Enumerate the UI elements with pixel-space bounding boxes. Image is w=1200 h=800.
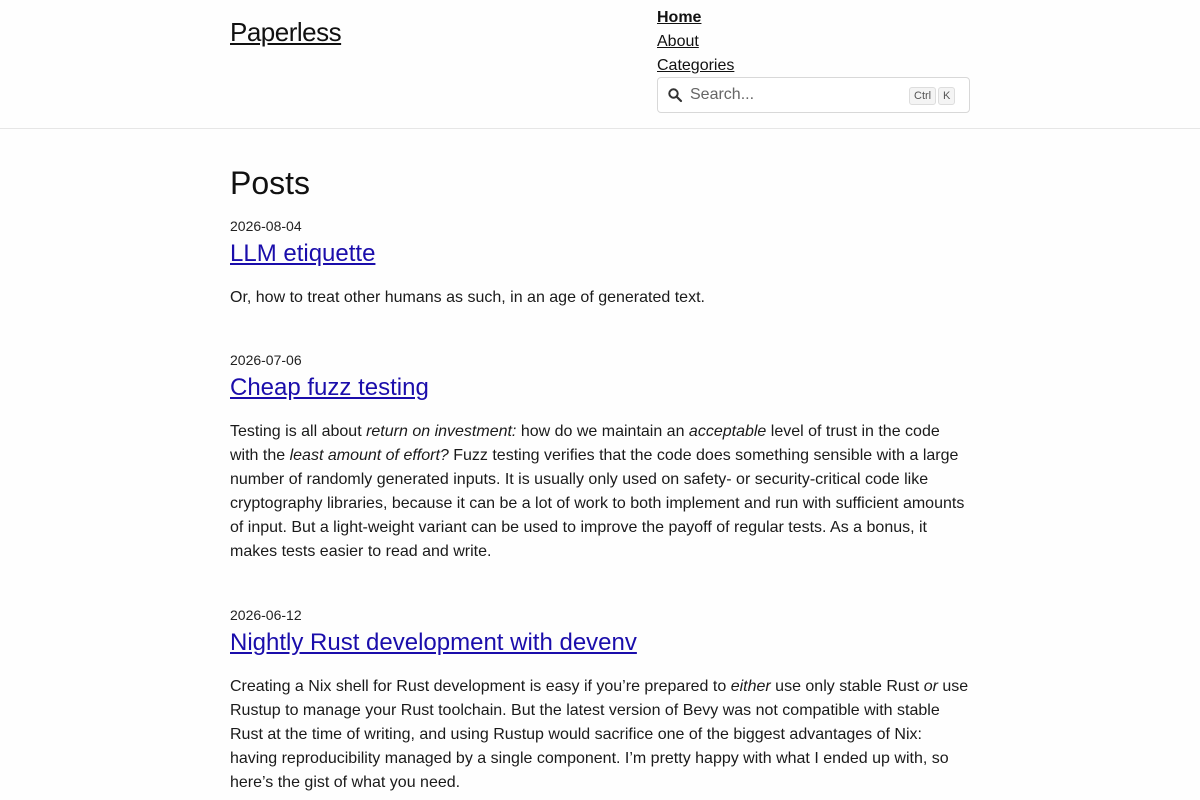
- post-item: [230, 218, 970, 310]
- post-item: [230, 352, 970, 564]
- post-summary-text: Creating a Nix shell for Rust development is easy if you’re prepared to: [230, 678, 731, 695]
- post-summary-emphasis: either: [730, 678, 771, 695]
- post-summary-emphasis: or: [923, 678, 938, 695]
- post-item: [230, 607, 970, 795]
- search-input[interactable]: Search...: [690, 86, 755, 103]
- post-summary-emphasis: return on investment:: [366, 423, 517, 440]
- post-title-link[interactable]: LLM etiquette: [230, 240, 376, 267]
- post-date: 2026-08-04: [230, 218, 302, 234]
- post-summary: [230, 675, 970, 795]
- post-summary-text: how do we maintain an: [516, 423, 689, 440]
- nav-about-link[interactable]: About: [657, 33, 699, 50]
- post-summary-text: use only stable Rust: [770, 678, 924, 695]
- post-summary: [230, 420, 970, 564]
- post-summary-text: level of trust in the code with the: [230, 423, 940, 464]
- post-date: 2026-07-06: [230, 352, 302, 368]
- site-title-link[interactable]: Paperless: [230, 17, 342, 47]
- post-summary-text: Fuzz testing verifies that the code does something sensible with a large number of randomly generated inputs. It is usually only used on safety- or security-critical code like cryptography libraries, because it can be a lot of work to both implement and run with sufficient amounts of input. But a light-weight variant can be used to improve the payoff of regular tests. As a bonus, it makes tests easier to read and write.: [230, 447, 965, 560]
- nav-categories-link[interactable]: Categories: [657, 57, 735, 74]
- post-summary-text: Or, how to treat other humans as such, in an age of generated text.: [230, 289, 705, 306]
- shortcut-k-key: K: [938, 87, 955, 105]
- shortcut-ctrl-key: Ctrl: [909, 87, 936, 105]
- search-icon: [667, 87, 683, 103]
- post-summary-text: Testing is all about: [230, 423, 367, 440]
- search-box[interactable]: [657, 77, 970, 113]
- nav-home-link[interactable]: Home: [657, 9, 702, 26]
- post-date: 2026-06-12: [230, 607, 302, 623]
- post-title-link[interactable]: Cheap fuzz testing: [230, 374, 429, 401]
- site-header: [0, 0, 1200, 129]
- main-content: [230, 129, 970, 795]
- main-nav: [657, 6, 970, 78]
- post-summary-emphasis: acceptable: [688, 423, 767, 440]
- post-title-link[interactable]: Nightly Rust development with devenv: [230, 629, 637, 656]
- post-summary-text: use Rustup to manage your Rust toolchain. But the latest version of Bevy was not compatible with stable Rust at the time of writing, and using Rustup would sacrifice one of the biggest advantages of Nix: having reproducibility managed by a single component. I’m pretty happy with what I ended up with, so here’s the gist of what you need.: [230, 678, 969, 791]
- post-summary-emphasis: least amount of effort?: [289, 447, 449, 464]
- page-title: Posts: [230, 165, 311, 201]
- post-summary: [230, 286, 970, 310]
